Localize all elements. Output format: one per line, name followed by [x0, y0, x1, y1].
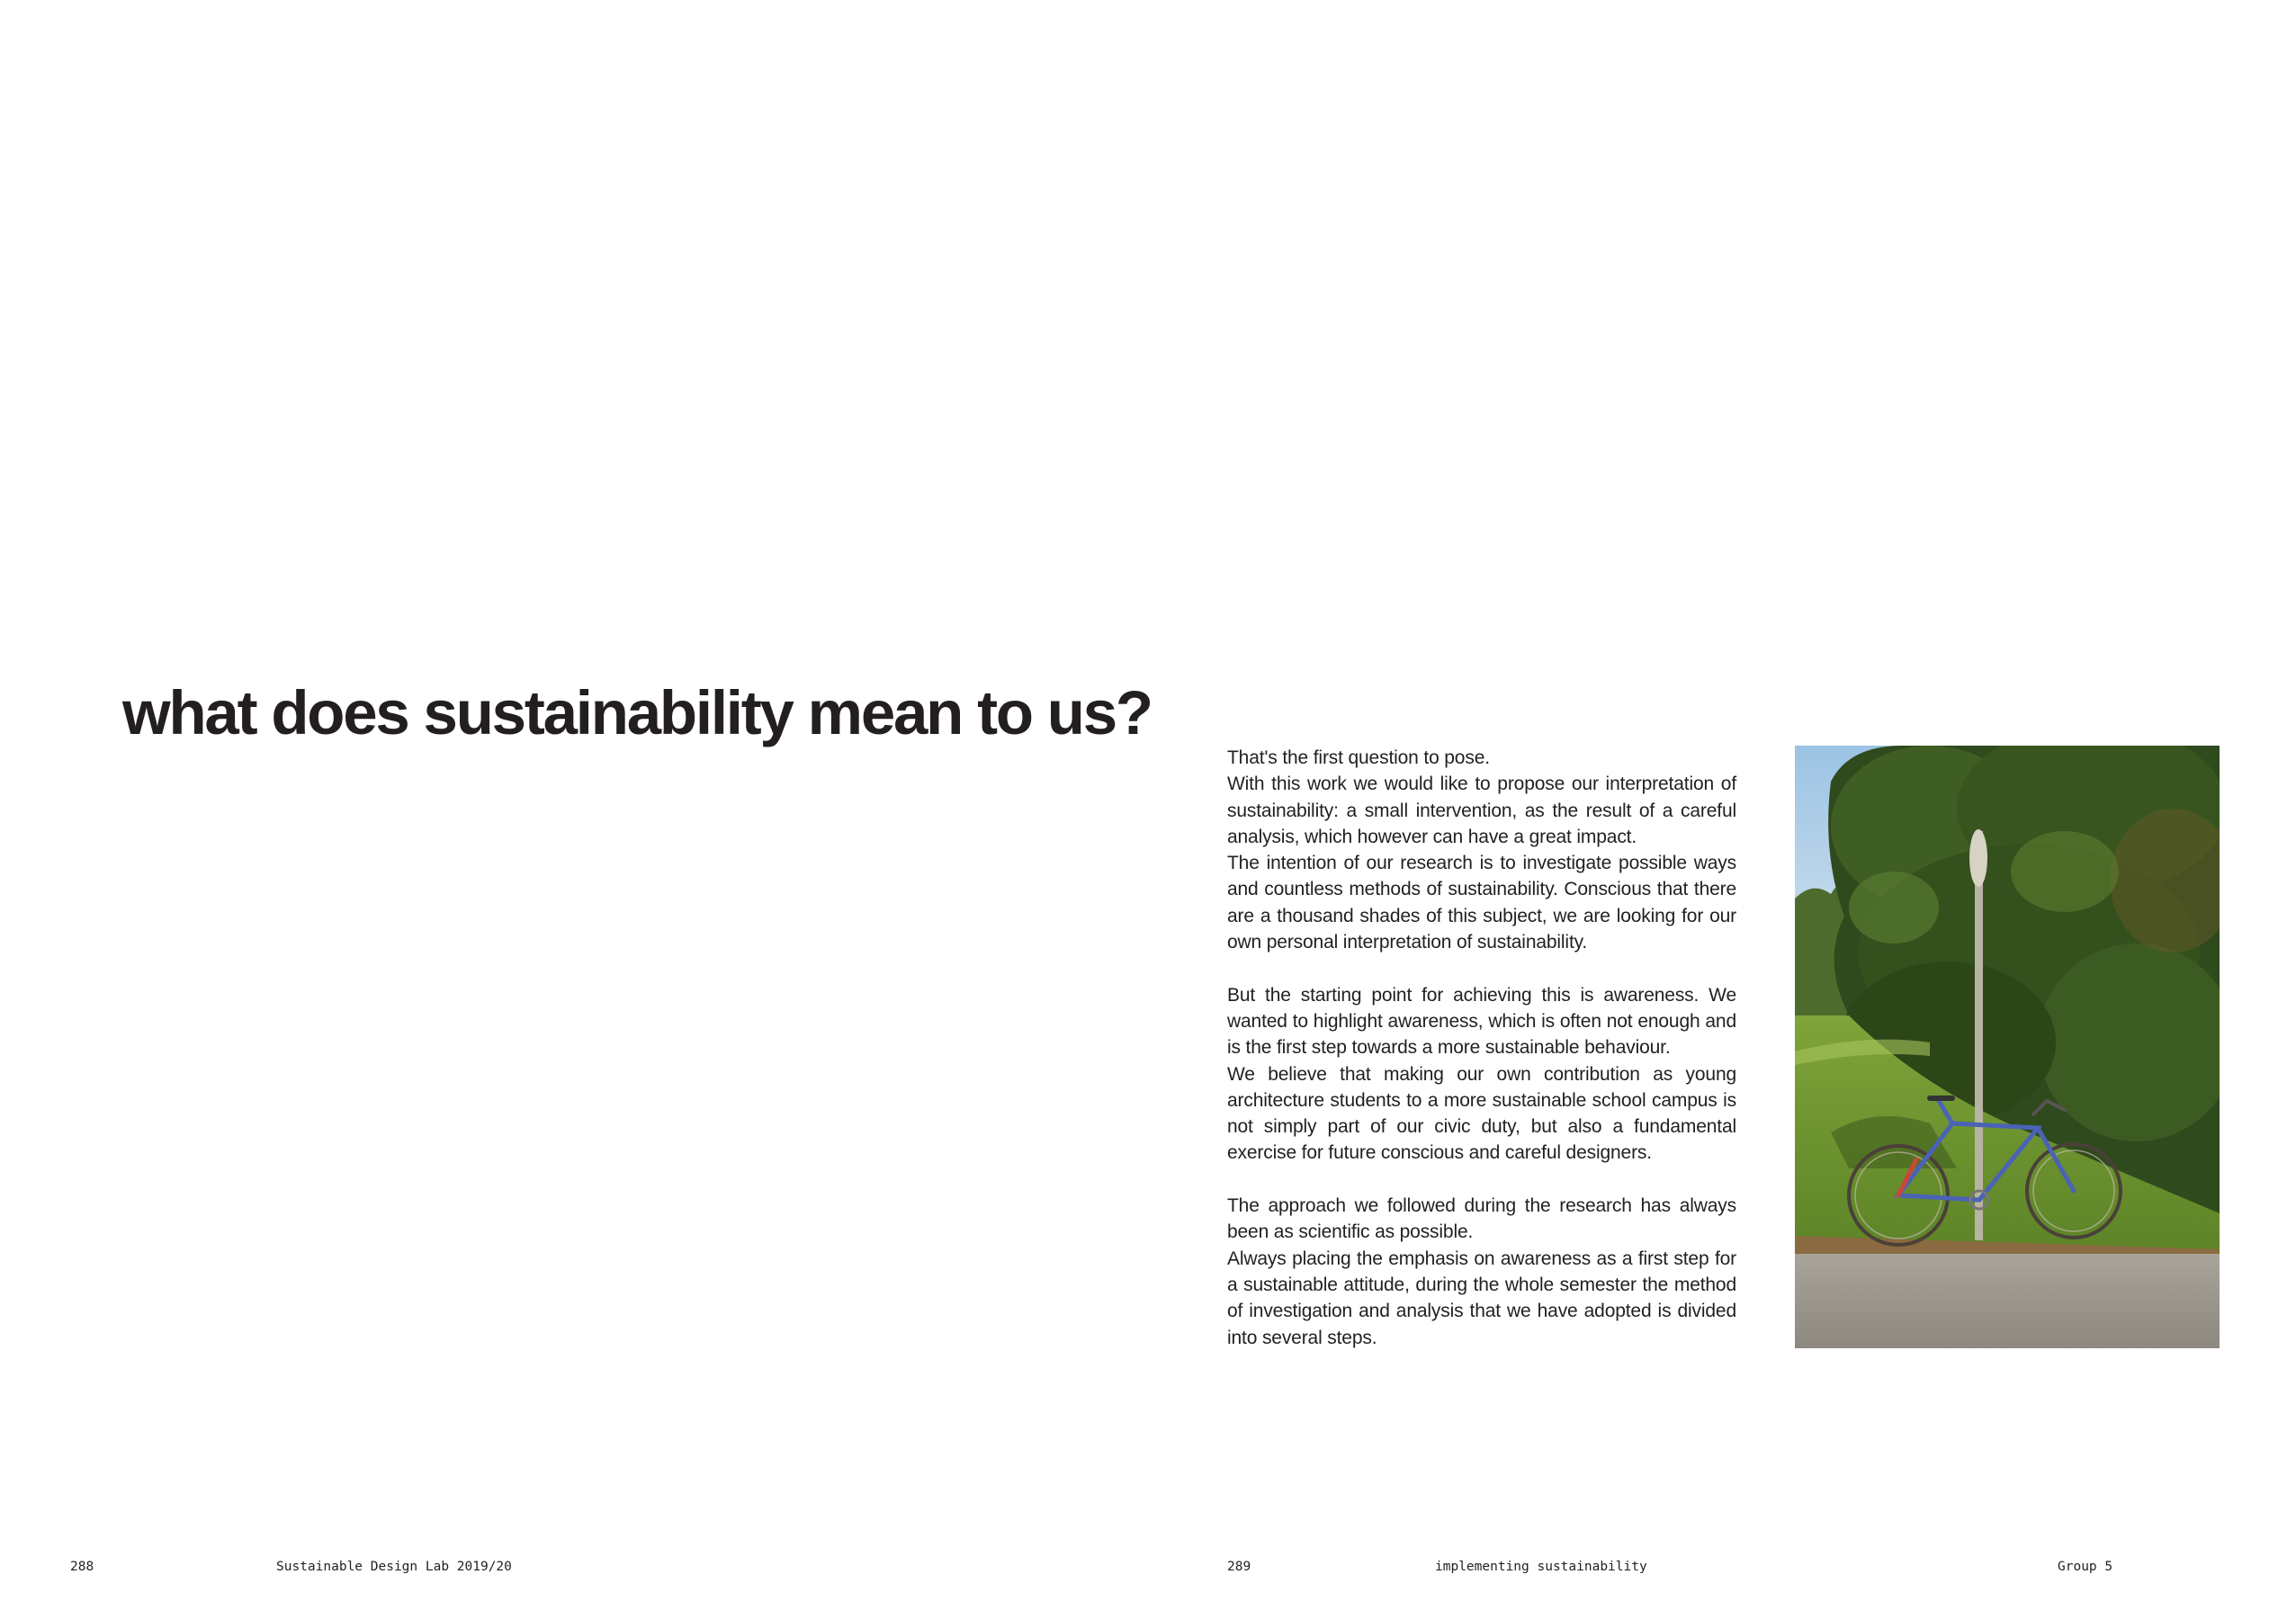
- paragraph-1: [1227, 745, 1736, 955]
- body-line: The approach we followed during the research has always been as scientific as possible.: [1227, 1195, 1736, 1243]
- body-line: That's the first question to pose.: [1227, 747, 1490, 768]
- body-line: The intention of our research is to investigate possible ways and countless methods of sustainability. Conscious that there are a thousand shades of this subject, we are looking for our own personal interpretation of sustainability.: [1227, 853, 1736, 953]
- body-text: [1227, 745, 1736, 1351]
- body-line: With this work we would like to propose our interpretation of sustainability: a small intervention, as the result of a careful analysis, which however can have a great impact.: [1227, 774, 1736, 847]
- paragraph-2: [1227, 982, 1736, 1167]
- body-line: But the starting point for achieving this is awareness. We wanted to highlight awareness, which is often not enough and is the first step towards a more sustainable behaviour.: [1227, 984, 1736, 1059]
- body-line: Always placing the emphasis on awareness as a first step for a sustainable attitude, during the whole semester the method of investigation and analysis that we have adopted is divided into several steps.: [1227, 1248, 1736, 1348]
- group-label: Group 5: [2058, 1560, 2113, 1574]
- page-heading: what does sustainability mean to us?: [122, 678, 1152, 747]
- right-running-title: implementing sustainability: [1435, 1560, 1647, 1574]
- body-line: We believe that making our own contribution as young architecture students to a more sustainable school campus is not simply part of our civic duty, but also a fundamental exercise for future conscious and careful designers.: [1227, 1063, 1736, 1164]
- right-page-number: 289: [1227, 1560, 1251, 1574]
- left-running-title: Sustainable Design Lab 2019/20: [276, 1560, 512, 1574]
- paragraph-3: [1227, 1193, 1736, 1351]
- bicycle-photo: [1795, 746, 2220, 1348]
- left-page-number: 288: [70, 1560, 94, 1574]
